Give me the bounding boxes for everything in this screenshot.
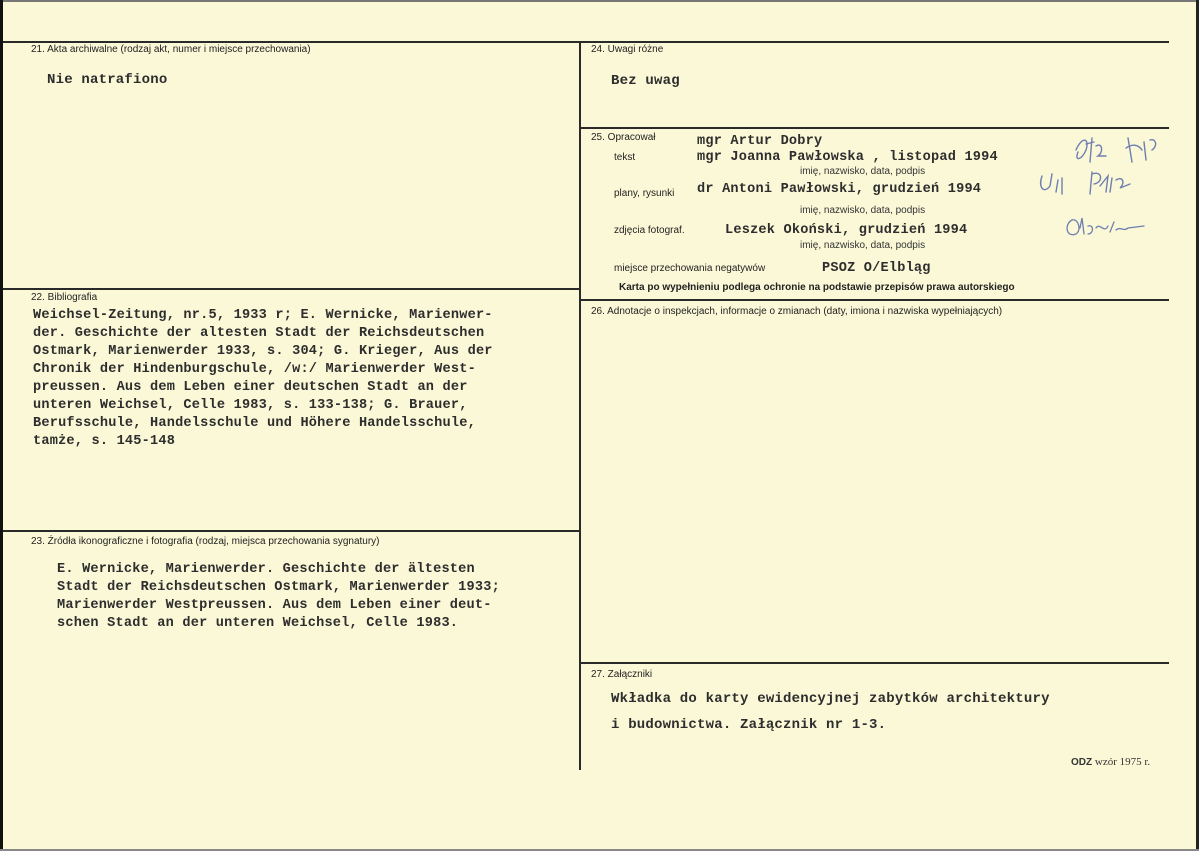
rule-25-26 — [581, 299, 1169, 301]
iconography-line: Marienwerder Westpreussen. Aus dem Leben einer deut- — [57, 598, 492, 613]
section-21-text: Nie natrafiono — [47, 72, 168, 88]
iconography-line: E. Wernicke, Marienwerder. Geschichte der ältesten — [57, 562, 475, 577]
section-24-text: Bez uwag — [611, 73, 680, 89]
bibliography-line: tamże, s. 145-148 — [33, 434, 176, 449]
iconography-line: Stadt der Reichsdeutschen Ostmark, Marienwerder 1933; — [57, 580, 500, 595]
section-26-label: 26. Adnotacje o inspekcjach, informacje o zmianach (daty, imiona i nazwiska wypełniających) — [591, 306, 1003, 317]
footer-odz: ODZ — [1071, 757, 1093, 768]
center-divider — [579, 41, 581, 770]
section-23-label: 23. Źródła ikonograficzne i fotografia (rodzaj, miejsca przechowania sygnatury) — [31, 536, 380, 547]
bibliography-line: Berufsschule, Handelsschule und Höhere Handelsschule, — [33, 416, 476, 431]
bibliography-line: unteren Weichsel, Celle 1983, s. 133-138; G. Brauer, — [33, 398, 468, 413]
copyright-notice: Karta po wypełnieniu podlega ochronie na podstawie przepisów prawa autorskiego — [619, 282, 1015, 293]
miejsce-label: miejsce przechowania negatywów — [614, 263, 766, 274]
zdjecia-label: zdjęcia fotograf. — [614, 225, 685, 236]
signature-photographer — [1064, 214, 1146, 242]
section-22-label: 22. Bibliografia — [31, 292, 98, 303]
miejsce-text: PSOZ O/Elbląg — [822, 261, 931, 276]
plany-label: plany, rysunki — [614, 188, 675, 199]
plany-caption: imię, nazwisko, data, podpis — [800, 205, 926, 216]
bibliography-line: Weichsel-Zeitung, nr.5, 1933 r; E. Wernicke, Marienwer- — [33, 308, 493, 323]
card-top-edge — [0, 0, 1199, 2]
rule-22-23 — [3, 530, 580, 532]
zdjecia-text: Leszek Okoński, grudzień 1994 — [725, 223, 968, 238]
form-footer — [1071, 756, 1150, 768]
section-21-label: 21. Akta archiwalne (rodzaj akt, numer i miejsce przechowania) — [31, 44, 311, 55]
tekst-caption: imię, nazwisko, data, podpis — [800, 166, 926, 177]
tekst-line-2: mgr Joanna Pawłowska , listopad 1994 — [697, 150, 998, 165]
rule-26-27 — [581, 662, 1169, 664]
footer-wzor: wzór 1975 r. — [1094, 756, 1151, 768]
plany-text: dr Antoni Pawłowski, grudzień 1994 — [697, 182, 982, 197]
top-rule — [3, 41, 1169, 43]
zdjecia-caption: imię, nazwisko, data, podpis — [800, 240, 926, 251]
bibliography-line: Ostmark, Marienwerder 1933, s. 304; G. Krieger, Aus der — [33, 344, 493, 359]
attachments-line: i budownictwa. Załącznik nr 1-3. — [611, 717, 887, 733]
section-25-label: 25. Opracował — [591, 132, 656, 143]
card-left-edge — [0, 0, 3, 851]
rule-21-22 — [3, 288, 580, 290]
bibliography-line: Chronik der Hindenburgschule, /w:/ Marienwerder West- — [33, 362, 476, 377]
section-24-label: 24. Uwagi różne — [591, 44, 664, 55]
tekst-line-1: mgr Artur Dobry — [697, 134, 823, 149]
signature-drawings — [1036, 166, 1136, 200]
iconography-line: schen Stadt an der unteren Weichsel, Celle 1983. — [57, 616, 459, 631]
tekst-label: tekst — [614, 152, 636, 163]
bibliography-line: der. Geschichte der altesten Stadt der Reichsdeutschen — [33, 326, 485, 341]
bibliography-line: preussen. Aus dem Leben einer deutschen Stadt an der — [33, 380, 468, 395]
rule-24-25 — [581, 127, 1169, 129]
attachments-line: Wkładka do karty ewidencyjnej zabytków architektury — [611, 691, 1050, 707]
section-27-label: 27. Załączniki — [591, 669, 653, 680]
